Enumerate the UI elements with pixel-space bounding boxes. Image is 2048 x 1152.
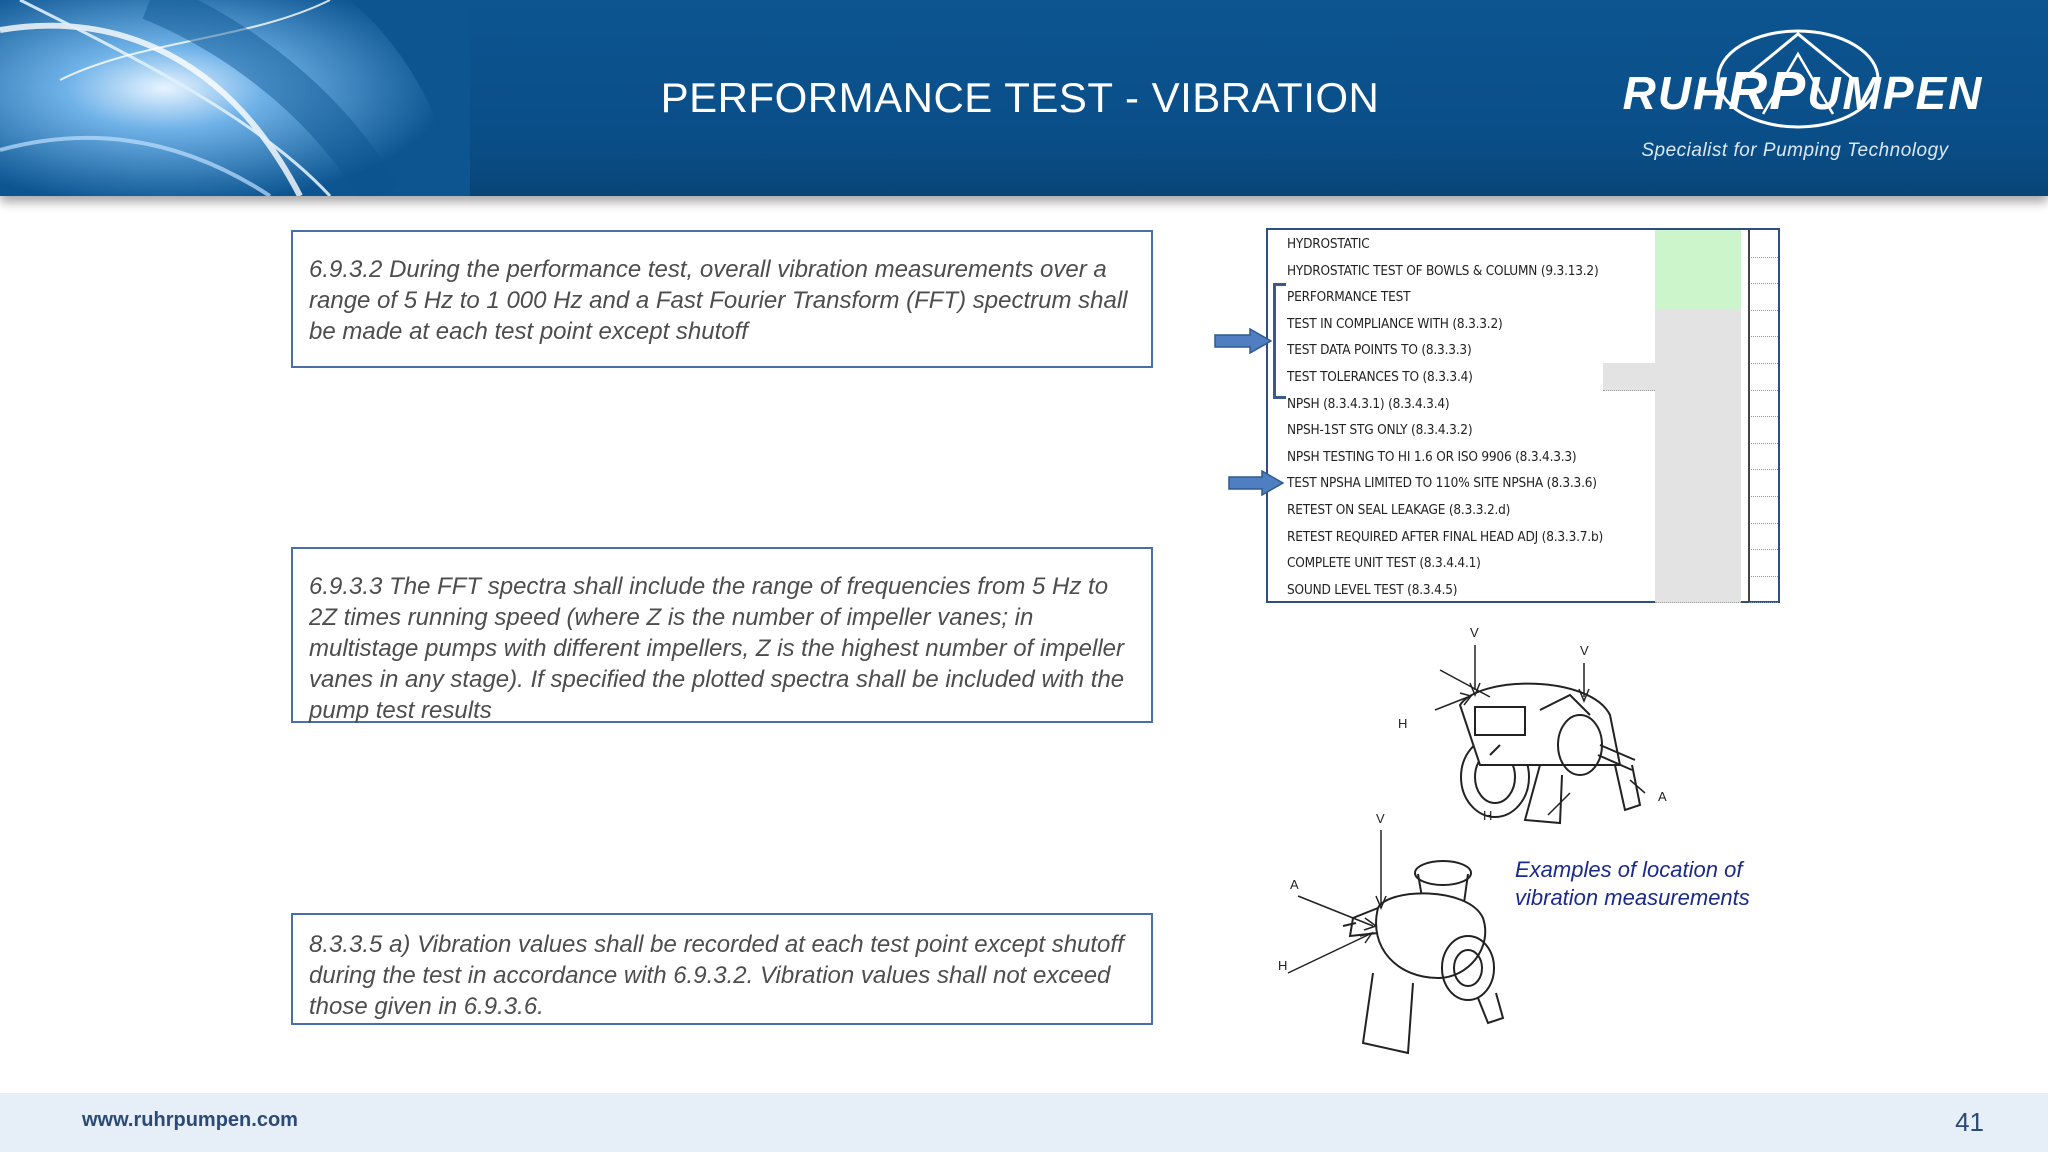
- clause-text: 6.9.3.2 During the performance test, overall vibration measurements over a range of 5 Hz to 1 000 Hz and a Fast Fourier Transform (FFT) spectrum shall be made at each test point except shutoff: [309, 256, 1128, 345]
- label-v: V: [1580, 643, 1589, 658]
- value-cell: [1655, 549, 1741, 577]
- ruhrpumpen-logo: [1585, 22, 2025, 172]
- label-a: A: [1290, 877, 1299, 892]
- value-cell: [1655, 230, 1741, 258]
- clause-6-9-3-2: [291, 230, 1153, 368]
- check-cell: [1748, 549, 1778, 577]
- clause-8-3-3-5: [291, 913, 1153, 1025]
- row-label: NPSH-1ST STG ONLY (8.3.4.3.2): [1287, 422, 1473, 439]
- label-a: A: [1658, 789, 1667, 804]
- logo-tagline: Specialist for Pumping Technology: [1641, 140, 1949, 161]
- value-cell: [1655, 390, 1741, 418]
- table-row: [1268, 469, 1778, 496]
- check-cell: [1748, 416, 1778, 444]
- row-label: TEST IN COMPLIANCE WITH (8.3.3.2): [1287, 315, 1503, 332]
- figure-caption: Examples of location of vibration measurements: [1515, 857, 1750, 910]
- swirl-artwork: [0, 0, 470, 196]
- table-row: [1268, 257, 1778, 284]
- value-cell: [1655, 496, 1741, 524]
- table-row: [1268, 443, 1778, 470]
- row-label: RETEST ON SEAL LEAKAGE (8.3.3.2.d): [1287, 502, 1511, 518]
- footer-bar: [0, 1093, 2048, 1152]
- clause-text: 8.3.3.5 a) Vibration values shall be recorded at each test point except shutoff during the test in accordance with 6.9.3.2. Vibration values shall not exceed those given in 6.9.3.6.: [309, 931, 1124, 1020]
- table-row: [1268, 523, 1778, 550]
- arrow-right-icon: [1228, 470, 1284, 496]
- value-cell: [1655, 310, 1741, 338]
- split-case-pump-diagram: [1340, 615, 1680, 825]
- check-cell: [1748, 523, 1778, 551]
- table-row: [1268, 549, 1778, 576]
- value-cell: [1603, 363, 1741, 391]
- value-cell: [1655, 257, 1741, 285]
- footer-url-link[interactable]: www.ruhrpumpen.com: [82, 1109, 298, 1131]
- clause-6-9-3-3: [291, 547, 1153, 723]
- table-row: [1268, 416, 1778, 443]
- table-row: [1268, 336, 1778, 363]
- label-v: V: [1376, 811, 1385, 826]
- header-banner: [0, 0, 2048, 196]
- logo-part1: RUH: [1622, 67, 1729, 119]
- datasheet-table: [1266, 228, 1780, 603]
- table-row: [1268, 310, 1778, 337]
- page-number: 41: [1955, 1107, 1984, 1137]
- logo-part2: RP: [1728, 61, 1808, 121]
- row-label: RETEST REQUIRED AFTER FINAL HEAD ADJ (8.3.3.7.b): [1287, 528, 1603, 545]
- row-label: HYDROSTATIC TEST OF BOWLS & COLUMN (9.3.13.2): [1287, 262, 1599, 279]
- table-row: [1268, 496, 1778, 523]
- check-cell: [1748, 390, 1778, 418]
- value-cell: [1655, 523, 1741, 551]
- performance-test-bracket: [1273, 283, 1286, 399]
- row-label: TEST TOLERANCES TO (8.3.3.4): [1287, 369, 1473, 385]
- label-v: V: [1470, 625, 1479, 640]
- slide-title: PERFORMANCE TEST - VIBRATION: [660, 74, 1380, 121]
- table-row: [1268, 390, 1778, 417]
- check-cell: [1748, 283, 1778, 311]
- label-h: H: [1483, 808, 1493, 823]
- logo-part3: UMPEN: [1807, 67, 1984, 119]
- label-h: H: [1278, 958, 1288, 973]
- row-label: PERFORMANCE TEST: [1287, 289, 1411, 306]
- table-row: [1268, 283, 1778, 310]
- row-label: HYDROSTATIC: [1287, 236, 1370, 252]
- label-h: H: [1398, 716, 1408, 731]
- value-cell: [1655, 283, 1741, 311]
- row-label: COMPLETE UNIT TEST (8.3.4.4.1): [1287, 555, 1481, 572]
- check-cell: [1748, 257, 1778, 285]
- table-row: [1268, 576, 1778, 603]
- table-row: [1268, 230, 1778, 257]
- check-cell: [1748, 443, 1778, 471]
- check-cell: [1748, 469, 1778, 497]
- value-cell: [1655, 469, 1741, 497]
- check-cell: [1748, 496, 1778, 524]
- row-label: SOUND LEVEL TEST (8.3.4.5): [1287, 581, 1458, 598]
- check-cell: [1748, 230, 1778, 258]
- row-label: NPSH TESTING TO HI 1.6 OR ISO 9906 (8.3.4.3.3): [1287, 448, 1577, 465]
- check-cell: [1748, 310, 1778, 338]
- value-cell: [1655, 416, 1741, 444]
- logo-wordmark: [1593, 60, 2013, 122]
- check-cell: [1748, 363, 1778, 391]
- value-cell: [1655, 576, 1741, 604]
- arrow-right-icon: [1214, 328, 1272, 354]
- value-cell: [1655, 336, 1741, 364]
- end-suction-pump-diagram: [1268, 808, 1538, 1063]
- table-row: [1268, 363, 1778, 390]
- row-label: TEST NPSHA LIMITED TO 110% SITE NPSHA (8.3.3.6): [1287, 475, 1597, 492]
- value-cell: [1655, 443, 1741, 471]
- check-cell: [1748, 336, 1778, 364]
- check-cell: [1748, 576, 1778, 604]
- clause-text: 6.9.3.3 The FFT spectra shall include the range of frequencies from 5 Hz to 2Z times running speed (where Z is the number of impeller vanes; in multistage pumps with different impellers, Z is the highest number of impeller vanes in any stage). If specified the plotted spectra shall be included with the pump test results: [309, 573, 1125, 724]
- row-label: TEST DATA POINTS TO (8.3.3.3): [1287, 342, 1472, 359]
- row-label: NPSH (8.3.4.3.1) (8.3.4.3.4): [1287, 395, 1450, 412]
